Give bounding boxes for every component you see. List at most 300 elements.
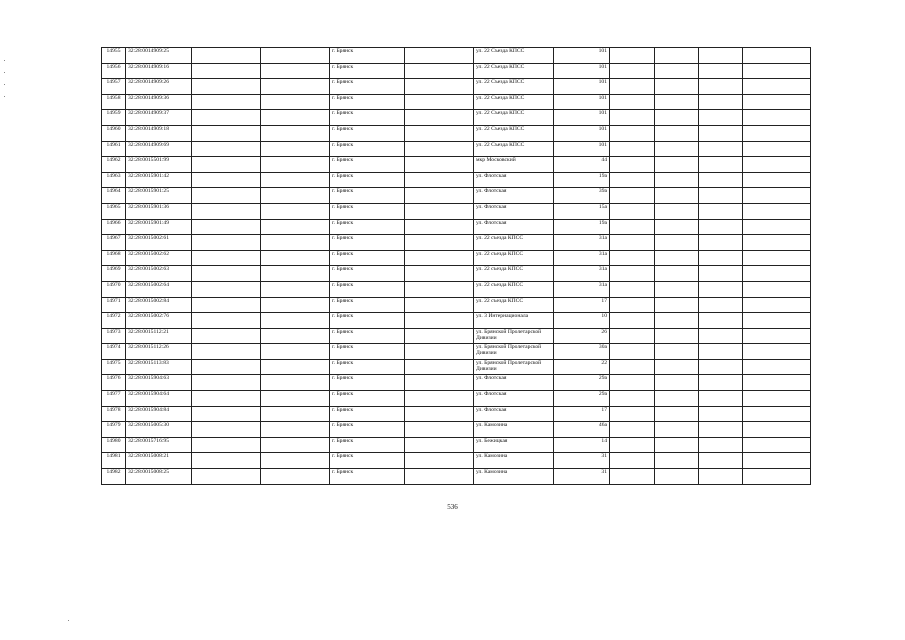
cell-empty — [610, 250, 655, 266]
scan-mark — [68, 620, 69, 621]
table-row — [102, 250, 811, 266]
cell-empty — [743, 266, 811, 282]
scan-mark — [4, 60, 5, 61]
cell-cadastral-number: 32:28:0015002:63 — [126, 266, 192, 282]
cell-record-number: 14971 — [102, 297, 126, 313]
cell-empty — [192, 203, 261, 219]
cell-empty — [261, 250, 330, 266]
cell-empty — [743, 235, 811, 251]
cell-empty — [699, 48, 743, 64]
cell-house-number: 31а — [554, 250, 610, 266]
cell-empty — [192, 141, 261, 157]
cell-empty — [405, 141, 474, 157]
cell-empty — [405, 313, 474, 329]
cell-city: г. Брянск — [330, 141, 405, 157]
cell-empty — [261, 359, 330, 375]
cell-street: ул. 22 Съезда КПСС — [474, 63, 554, 79]
cell-empty — [610, 406, 655, 422]
cell-empty — [743, 203, 811, 219]
cell-street: ул. Флотская — [474, 188, 554, 204]
cell-house-number: 46а — [554, 422, 610, 438]
cell-empty — [405, 48, 474, 64]
cell-empty — [405, 328, 474, 344]
cell-cadastral-number: 32:28:0014909:26 — [126, 79, 192, 95]
cell-empty — [743, 172, 811, 188]
cell-empty — [405, 94, 474, 110]
cell-empty — [261, 469, 330, 485]
cell-empty — [655, 63, 699, 79]
cell-empty — [261, 48, 330, 64]
cell-empty — [743, 281, 811, 297]
cell-empty — [655, 406, 699, 422]
cell-empty — [610, 344, 655, 360]
cell-house-number: 17 — [554, 406, 610, 422]
cell-empty — [610, 157, 655, 173]
cell-empty — [405, 422, 474, 438]
cell-record-number: 14977 — [102, 391, 126, 407]
cell-empty — [743, 359, 811, 375]
cell-empty — [743, 219, 811, 235]
cell-empty — [192, 406, 261, 422]
cell-empty — [655, 422, 699, 438]
cell-empty — [655, 79, 699, 95]
cell-empty — [610, 125, 655, 141]
cell-empty — [405, 344, 474, 360]
cell-empty — [743, 141, 811, 157]
cell-city: г. Брянск — [330, 110, 405, 126]
cell-city: г. Брянск — [330, 235, 405, 251]
table-row — [102, 203, 811, 219]
cell-empty — [699, 297, 743, 313]
cell-record-number: 14975 — [102, 359, 126, 375]
cell-street: мкр Московский — [474, 157, 554, 173]
cell-empty — [261, 375, 330, 391]
cell-record-number: 14979 — [102, 422, 126, 438]
cell-record-number: 14957 — [102, 79, 126, 95]
cell-empty — [699, 375, 743, 391]
cell-city: г. Брянск — [330, 63, 405, 79]
cell-cadastral-number: 32:28:0014909:69 — [126, 141, 192, 157]
cell-cadastral-number: 32:28:0015113:83 — [126, 359, 192, 375]
cell-city: г. Брянск — [330, 422, 405, 438]
cell-cadastral-number: 32:28:0014909:18 — [126, 125, 192, 141]
cell-house-number: 26 — [554, 328, 610, 344]
cell-house-number: 29а — [554, 375, 610, 391]
cell-city: г. Брянск — [330, 188, 405, 204]
cell-city: г. Брянск — [330, 203, 405, 219]
cell-empty — [699, 313, 743, 329]
table-row — [102, 110, 811, 126]
table-body — [102, 48, 811, 485]
cell-empty — [261, 172, 330, 188]
cell-empty — [261, 188, 330, 204]
table-row — [102, 406, 811, 422]
property-registry-table — [101, 47, 811, 485]
cell-empty — [405, 359, 474, 375]
cell-cadastral-number: 32:28:0015002:61 — [126, 235, 192, 251]
cell-house-number: 101 — [554, 48, 610, 64]
cell-empty — [743, 79, 811, 95]
cell-empty — [743, 63, 811, 79]
cell-empty — [743, 375, 811, 391]
cell-street: ул. Брянской Пролетарской Дивизии — [474, 344, 554, 360]
cell-record-number: 14976 — [102, 375, 126, 391]
cell-empty — [405, 469, 474, 485]
cell-empty — [699, 219, 743, 235]
table-row — [102, 359, 811, 375]
cell-empty — [699, 94, 743, 110]
cell-empty — [192, 453, 261, 469]
cell-empty — [405, 391, 474, 407]
cell-city: г. Брянск — [330, 281, 405, 297]
cell-cadastral-number: 32:28:0015112:21 — [126, 328, 192, 344]
cell-empty — [261, 281, 330, 297]
cell-empty — [405, 110, 474, 126]
cell-empty — [192, 188, 261, 204]
cell-empty — [261, 344, 330, 360]
cell-record-number: 14959 — [102, 110, 126, 126]
cell-empty — [610, 63, 655, 79]
cell-empty — [192, 235, 261, 251]
cell-city: г. Брянск — [330, 313, 405, 329]
cell-cadastral-number: 32:28:0015112:26 — [126, 344, 192, 360]
cell-empty — [261, 266, 330, 282]
cell-city: г. Брянск — [330, 79, 405, 95]
cell-house-number: 30а — [554, 344, 610, 360]
table-row — [102, 219, 811, 235]
cell-cadastral-number: 32:28:0015904:63 — [126, 375, 192, 391]
cell-street: ул. 22 Съезда КПСС — [474, 94, 554, 110]
cell-record-number: 14966 — [102, 219, 126, 235]
cell-empty — [610, 235, 655, 251]
cell-house-number: 31 — [554, 453, 610, 469]
cell-city: г. Брянск — [330, 437, 405, 453]
cell-house-number: 14 — [554, 437, 610, 453]
cell-empty — [655, 94, 699, 110]
cell-empty — [405, 63, 474, 79]
cell-street: ул. 22 Съезда КПСС — [474, 110, 554, 126]
cell-street: ул. 22 Съезда КПСС — [474, 125, 554, 141]
cell-empty — [743, 188, 811, 204]
cell-empty — [261, 297, 330, 313]
cell-empty — [261, 63, 330, 79]
cell-cadastral-number: 32:28:0015002:64 — [126, 281, 192, 297]
cell-empty — [699, 328, 743, 344]
cell-empty — [261, 313, 330, 329]
cell-record-number: 14967 — [102, 235, 126, 251]
cell-street: ул. Флотская — [474, 219, 554, 235]
cell-house-number: 101 — [554, 125, 610, 141]
cell-empty — [743, 453, 811, 469]
cell-empty — [655, 437, 699, 453]
cell-empty — [655, 375, 699, 391]
cell-empty — [699, 203, 743, 219]
cell-cadastral-number: 32:28:0015501:99 — [126, 157, 192, 173]
cell-empty — [261, 453, 330, 469]
cell-city: г. Брянск — [330, 48, 405, 64]
cell-empty — [405, 125, 474, 141]
cell-empty — [699, 172, 743, 188]
cell-empty — [405, 437, 474, 453]
table-row — [102, 328, 811, 344]
cell-record-number: 14972 — [102, 313, 126, 329]
cell-empty — [699, 406, 743, 422]
page-number: 536 — [447, 503, 458, 511]
cell-empty — [610, 313, 655, 329]
cell-city: г. Брянск — [330, 219, 405, 235]
cell-empty — [192, 359, 261, 375]
cell-record-number: 14964 — [102, 188, 126, 204]
cell-empty — [261, 437, 330, 453]
cell-street: ул. 22 съезда КПСС — [474, 266, 554, 282]
cell-empty — [699, 391, 743, 407]
cell-house-number: 31а — [554, 266, 610, 282]
cell-cadastral-number: 32:28:0014909:37 — [126, 110, 192, 126]
scan-mark — [4, 84, 5, 85]
cell-empty — [261, 94, 330, 110]
cell-house-number: 101 — [554, 79, 610, 95]
cell-empty — [405, 453, 474, 469]
cell-empty — [610, 203, 655, 219]
cell-empty — [261, 328, 330, 344]
cell-empty — [743, 297, 811, 313]
cell-empty — [655, 203, 699, 219]
cell-empty — [192, 250, 261, 266]
cell-empty — [655, 453, 699, 469]
table-row — [102, 391, 811, 407]
cell-empty — [743, 125, 811, 141]
cell-house-number: 101 — [554, 110, 610, 126]
cell-city: г. Брянск — [330, 172, 405, 188]
cell-empty — [192, 469, 261, 485]
cell-empty — [405, 235, 474, 251]
cell-house-number: 17 — [554, 297, 610, 313]
cell-record-number: 14970 — [102, 281, 126, 297]
cell-empty — [610, 219, 655, 235]
cell-city: г. Брянск — [330, 157, 405, 173]
table-row — [102, 235, 811, 251]
table-row — [102, 157, 811, 173]
cell-cadastral-number: 32:28:0015904:64 — [126, 391, 192, 407]
cell-empty — [261, 422, 330, 438]
cell-street: ул. 3 Интернационала — [474, 313, 554, 329]
cell-empty — [610, 375, 655, 391]
cell-record-number: 14973 — [102, 328, 126, 344]
cell-empty — [610, 48, 655, 64]
cell-empty — [405, 266, 474, 282]
cell-record-number: 14961 — [102, 141, 126, 157]
cell-empty — [743, 313, 811, 329]
cell-street: ул. Флотская — [474, 172, 554, 188]
cell-empty — [699, 125, 743, 141]
cell-empty — [405, 375, 474, 391]
cell-empty — [699, 281, 743, 297]
cell-record-number: 14978 — [102, 406, 126, 422]
table-row — [102, 344, 811, 360]
cell-empty — [655, 297, 699, 313]
cell-empty — [743, 406, 811, 422]
cell-street: ул. 22 Съезда КПСС — [474, 79, 554, 95]
cell-empty — [610, 266, 655, 282]
cell-cadastral-number: 32:28:0015008:25 — [126, 469, 192, 485]
cell-city: г. Брянск — [330, 297, 405, 313]
cell-empty — [192, 172, 261, 188]
table-row — [102, 266, 811, 282]
cell-street: ул. 22 Съезда КПСС — [474, 48, 554, 64]
cell-street: ул. Камозина — [474, 469, 554, 485]
cell-empty — [655, 313, 699, 329]
cell-empty — [192, 125, 261, 141]
cell-empty — [699, 422, 743, 438]
cell-empty — [192, 48, 261, 64]
cell-empty — [405, 281, 474, 297]
cell-street: ул. Камозина — [474, 453, 554, 469]
cell-empty — [261, 406, 330, 422]
cell-empty — [192, 266, 261, 282]
cell-record-number: 14963 — [102, 172, 126, 188]
cell-empty — [743, 250, 811, 266]
cell-street: ул. Флотская — [474, 375, 554, 391]
cell-street: ул. Брянской Пролетарской Дивизии — [474, 359, 554, 375]
cell-street: ул. Флотская — [474, 391, 554, 407]
cell-cadastral-number: 32:28:0015002:62 — [126, 250, 192, 266]
cell-cadastral-number: 32:28:0015901:36 — [126, 203, 192, 219]
cell-empty — [610, 172, 655, 188]
cell-empty — [405, 172, 474, 188]
table-row — [102, 375, 811, 391]
cell-empty — [261, 219, 330, 235]
cell-city: г. Брянск — [330, 250, 405, 266]
cell-cadastral-number: 32:28:0015901:49 — [126, 219, 192, 235]
cell-city: г. Брянск — [330, 391, 405, 407]
cell-empty — [192, 219, 261, 235]
cell-city: г. Брянск — [330, 125, 405, 141]
table-row — [102, 125, 811, 141]
scan-mark — [4, 96, 5, 97]
cell-empty — [655, 172, 699, 188]
cell-empty — [743, 110, 811, 126]
cell-empty — [192, 63, 261, 79]
cell-house-number: 31а — [554, 281, 610, 297]
cell-empty — [610, 469, 655, 485]
cell-empty — [261, 141, 330, 157]
cell-empty — [655, 125, 699, 141]
table-row — [102, 422, 811, 438]
table-row — [102, 141, 811, 157]
cell-house-number: 101 — [554, 63, 610, 79]
cell-street: ул. 22 съезда КПСС — [474, 297, 554, 313]
cell-empty — [743, 422, 811, 438]
cell-empty — [743, 328, 811, 344]
cell-record-number: 14981 — [102, 453, 126, 469]
cell-street: ул. Флотская — [474, 203, 554, 219]
table-row — [102, 297, 811, 313]
cell-empty — [699, 359, 743, 375]
table-row — [102, 469, 811, 485]
cell-empty — [655, 250, 699, 266]
cell-street: ул. Брянской Пролетарской Дивизии — [474, 328, 554, 344]
cell-record-number: 14980 — [102, 437, 126, 453]
cell-empty — [192, 328, 261, 344]
cell-empty — [655, 344, 699, 360]
cell-city: г. Брянск — [330, 344, 405, 360]
cell-empty — [405, 203, 474, 219]
cell-empty — [405, 250, 474, 266]
cell-empty — [655, 157, 699, 173]
cell-cadastral-number: 32:28:0015904:84 — [126, 406, 192, 422]
cell-empty — [192, 110, 261, 126]
cell-empty — [699, 437, 743, 453]
cell-cadastral-number: 32:28:0015716:95 — [126, 437, 192, 453]
cell-empty — [610, 94, 655, 110]
cell-cadastral-number: 32:28:0015008:21 — [126, 453, 192, 469]
cell-empty — [699, 79, 743, 95]
cell-street: ул. Бежицкая — [474, 437, 554, 453]
cell-cadastral-number: 32:28:0015002:84 — [126, 297, 192, 313]
cell-cadastral-number: 32:28:0015901:25 — [126, 188, 192, 204]
cell-empty — [610, 359, 655, 375]
table-row — [102, 453, 811, 469]
cell-cadastral-number: 32:28:0014909:36 — [126, 94, 192, 110]
cell-empty — [192, 437, 261, 453]
cell-empty — [655, 281, 699, 297]
cell-empty — [610, 188, 655, 204]
cell-empty — [610, 281, 655, 297]
cell-empty — [192, 422, 261, 438]
cell-city: г. Брянск — [330, 94, 405, 110]
cell-record-number: 14969 — [102, 266, 126, 282]
cell-empty — [261, 125, 330, 141]
cell-empty — [405, 79, 474, 95]
cell-record-number: 14960 — [102, 125, 126, 141]
cell-empty — [261, 79, 330, 95]
cell-empty — [655, 48, 699, 64]
table-row — [102, 79, 811, 95]
cell-empty — [192, 281, 261, 297]
cell-city: г. Брянск — [330, 266, 405, 282]
cell-record-number: 14958 — [102, 94, 126, 110]
cell-empty — [655, 235, 699, 251]
cell-empty — [192, 79, 261, 95]
cell-record-number: 14974 — [102, 344, 126, 360]
cell-empty — [655, 266, 699, 282]
cell-empty — [261, 110, 330, 126]
cell-empty — [405, 188, 474, 204]
cell-empty — [743, 344, 811, 360]
cell-empty — [699, 250, 743, 266]
cell-city: г. Брянск — [330, 469, 405, 485]
cell-record-number: 14962 — [102, 157, 126, 173]
cell-empty — [699, 235, 743, 251]
cell-cadastral-number: 32:28:0015005:30 — [126, 422, 192, 438]
cell-empty — [405, 219, 474, 235]
cell-empty — [655, 188, 699, 204]
cell-empty — [699, 157, 743, 173]
table-row — [102, 188, 811, 204]
cell-empty — [743, 94, 811, 110]
cell-empty — [261, 235, 330, 251]
cell-house-number: 29а — [554, 391, 610, 407]
cell-empty — [610, 328, 655, 344]
cell-empty — [699, 141, 743, 157]
cell-house-number: 101 — [554, 141, 610, 157]
cell-empty — [405, 157, 474, 173]
cell-empty — [610, 422, 655, 438]
cell-empty — [699, 469, 743, 485]
table-row — [102, 313, 811, 329]
cell-empty — [192, 157, 261, 173]
cell-empty — [699, 188, 743, 204]
